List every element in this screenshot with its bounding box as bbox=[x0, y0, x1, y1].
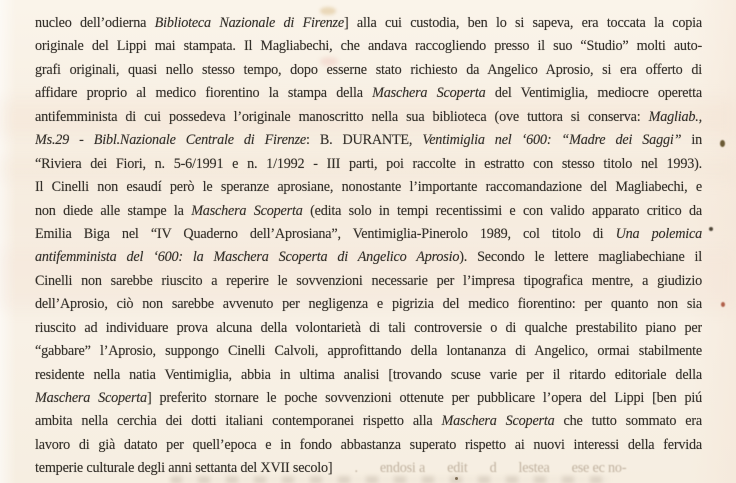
text-line bbox=[35, 410, 702, 433]
ink-speck bbox=[720, 140, 725, 147]
text-segment: riuscito ad individuare prova alcuna della volontarietà di tali controversie o di qualche prestabilito piano per bbox=[35, 319, 702, 336]
text-line bbox=[35, 317, 702, 340]
text-segment: : B. DURANTE, bbox=[306, 132, 423, 149]
text-segment: “Riviera dei Fiori, n. 5-6/1991 e n. 1/1992 - III parti, poi raccolte in estratto con stesso titolo nel 1993). bbox=[35, 155, 702, 172]
text-segment: affidare proprio al medico fiorentino la stampa della bbox=[35, 85, 373, 102]
text-segment: Maschera Scoperta bbox=[35, 390, 147, 406]
text-line bbox=[35, 434, 702, 457]
text-segment: (edita solo in tempi recentissimi e con valido apparato critico da bbox=[302, 202, 702, 219]
text-segment: ambita nella cerchia dei dotti italiani contemporanei rispetto alla bbox=[35, 413, 442, 430]
text-segment: Maschera Scoperta bbox=[191, 202, 303, 219]
text-line bbox=[35, 293, 702, 316]
text-segment: che tutto sommato era bbox=[554, 413, 702, 430]
text-segment: Ventimiglia nel ‘600: “Madre dei Saggi” bbox=[422, 132, 682, 149]
text-line bbox=[35, 106, 702, 129]
text-line bbox=[35, 12, 702, 35]
text-segment: nucleo dell’odierna bbox=[35, 15, 155, 31]
text-segment: residente nella natia Ventimiglia, abbia in ultima analisi [trovando scuse varie per il ritardo editoriale della bbox=[35, 366, 702, 383]
text-segment: ] alla cui custodia, ben lo si sapeva, era toccata la copia bbox=[343, 15, 702, 31]
bleed-through-fragment: ese ec no- bbox=[571, 460, 627, 477]
text-segment: temperie culturale degli anni settanta del XVII secolo] bbox=[35, 460, 333, 477]
text-segment: Maschera Scoperta bbox=[372, 85, 486, 102]
text-line bbox=[35, 387, 702, 410]
text-segment: Biblioteca Nazionale di Firenze bbox=[154, 15, 344, 31]
text-segment: Emilia Biga nel “IV Quaderno dell’Aprosiana”, Ventimiglia-Pinerolo 1989, col titolo di bbox=[35, 225, 616, 242]
bleed-through-fragment: endosi a bbox=[379, 460, 426, 477]
text-segment: originale del Lippi mai stampata. Il Magliabechi, che andava raccogliendo presso il suo “Studio” molti auto- bbox=[35, 38, 702, 55]
text-segment: antifemminista del ‘600: la Maschera Scoperta di Angelico Aprosio bbox=[35, 249, 460, 266]
text-line bbox=[35, 340, 702, 363]
text-segment: non diede alle stampe la bbox=[35, 202, 192, 219]
text-segment: grafi originali, quasi nello stesso tempo, dopo esserne stato richiesto da Angelico Aprosio, si era offerto di bbox=[35, 61, 702, 78]
bleed-through-fragment: edit bbox=[447, 460, 468, 477]
text-line bbox=[35, 153, 702, 176]
text-segment: antifemminista di cui possedeva l’originale manoscritto nella sua biblioteca (ove tuttora si conserva: bbox=[35, 108, 649, 125]
text-line bbox=[35, 200, 702, 223]
text-line bbox=[35, 129, 702, 152]
text-line bbox=[35, 59, 702, 82]
text-line bbox=[35, 35, 702, 58]
text-segment: “gabbare” l’Aprosio, suppongo Cinelli Calvoli, approfittando della lontananza di Angelico, ormai stabilmente bbox=[35, 343, 702, 360]
text-segment: ] preferito stornare le poche sovvenzioni ottenute per pubblicare l’opera del Lippi [ben piú bbox=[146, 390, 702, 406]
text-segment: Maschera Scoperta bbox=[441, 413, 555, 430]
text-line bbox=[35, 82, 702, 105]
text-segment: Una polemica bbox=[615, 225, 702, 242]
text-line bbox=[35, 176, 702, 199]
text-line bbox=[35, 457, 702, 480]
bleed-through-fragment: d bbox=[489, 460, 497, 477]
text-segment: ). Secondo le lettere magliabechiane il bbox=[459, 249, 702, 266]
text-segment: Ms.29 - Bibl.Nazionale Centrale di Firenze bbox=[35, 132, 306, 149]
text-line bbox=[35, 246, 702, 269]
text-segment: lavoro di già datato per quell’epoca e in fondo abbastanza superato rispetto ai nuovi interessi della fervida bbox=[35, 436, 702, 453]
ink-speck bbox=[709, 227, 713, 231]
text-segment: dell’Aprosio, ciò non sarebbe avvenuto per negligenza e pigrizia del medico fiorentino: per quanto non sia bbox=[35, 296, 702, 313]
text-segment: Il Cinelli non esaudí però le speranze aprosiane, nonostante l’importante raccomandazione del Magliabechi, e bbox=[35, 179, 702, 196]
ink-speck bbox=[721, 302, 725, 307]
bleed-through-fragment: lestea bbox=[518, 460, 550, 477]
text-segment: Magliab., bbox=[648, 108, 702, 125]
text-segment: in bbox=[681, 132, 702, 149]
text-block bbox=[35, 12, 702, 481]
text-segment: Cinelli non sarebbe riuscito a reperire le sovvenzioni necessarie per l’impresa tipografica mentre, a giudizio bbox=[35, 272, 702, 289]
text-line bbox=[35, 223, 702, 246]
text-segment: del Ventimiglia, mediocre operetta bbox=[485, 85, 702, 102]
text-line bbox=[35, 364, 702, 387]
bleed-through-fragment: . bbox=[354, 460, 358, 477]
text-line bbox=[35, 270, 702, 293]
